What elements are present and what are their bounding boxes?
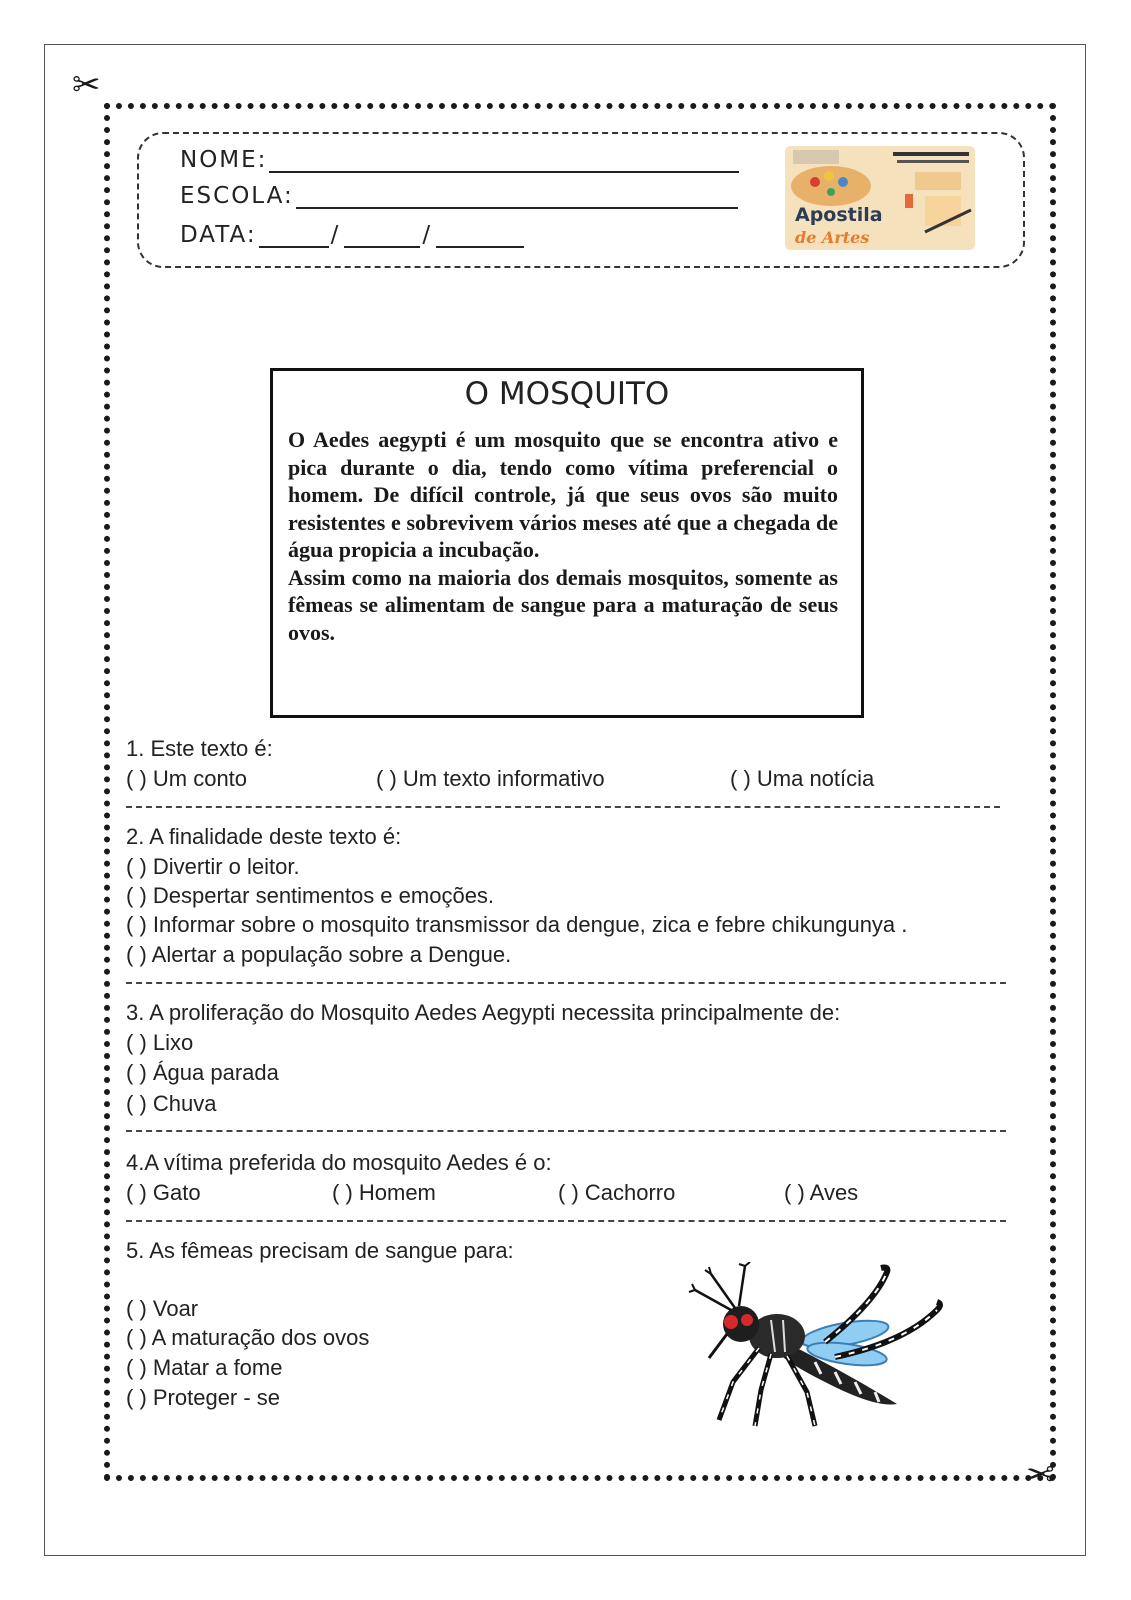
answer-option[interactable]: ( ) Proteger - se <box>126 1385 281 1410</box>
reading-paragraph: O Aedes aegypti é um mosquito que se encontra ativo e pica durante o dia, tendo como vítima preferencial o homem. De difícil controle, já que seus ovos são muito resistentes e sobrevivem vários meses até que a chegada de água propicia a incubação. <box>288 427 838 562</box>
reading-title: O MOSQUITO <box>464 376 670 412</box>
answer-option[interactable]: ( ) A maturação dos ovos <box>126 1325 370 1350</box>
name-label: NOME: <box>180 147 268 173</box>
reading-body <box>288 426 838 646</box>
scissors-icon: ✂ <box>72 65 101 105</box>
date-separator: / <box>422 222 433 248</box>
mosquito-illustration <box>675 1262 965 1432</box>
date-separator: / <box>330 222 341 248</box>
reading-paragraph: Assim como na maioria dos demais mosquitos, somente as fêmeas se alimentam de sangue para a maturação de seus ovos. <box>288 564 838 645</box>
question-prompt: 2. A finalidade deste texto é: <box>126 824 402 849</box>
answer-option[interactable]: ( ) Cachorro <box>558 1180 676 1205</box>
date-year-blank[interactable] <box>436 224 524 248</box>
answer-option[interactable]: ( ) Lixo <box>126 1030 194 1055</box>
logo-subtitle: de Artes <box>795 228 870 247</box>
section-divider <box>126 1220 1006 1222</box>
answer-option[interactable]: ( ) Voar <box>126 1296 199 1321</box>
answer-option[interactable]: ( ) Despertar sentimentos e emoções. <box>126 883 495 908</box>
answer-option[interactable]: ( ) Um conto <box>126 766 248 791</box>
date-day-blank[interactable] <box>259 224 329 248</box>
school-label: ESCOLA: <box>180 183 294 209</box>
date-month-blank[interactable] <box>344 224 420 248</box>
apostila-logo <box>785 146 975 250</box>
name-blank-line[interactable] <box>269 149 739 173</box>
logo-title: Apostila <box>795 204 883 226</box>
answer-option[interactable]: ( ) Informar sobre o mosquito transmissor da dengue, zica e febre chikungunya . <box>126 912 908 937</box>
name-field[interactable] <box>180 147 739 173</box>
question-prompt: 5. As fêmeas precisam de sangue para: <box>126 1238 514 1263</box>
option-row <box>126 1180 859 1206</box>
school-blank-line[interactable] <box>296 185 738 209</box>
answer-option[interactable]: ( ) Matar a fome <box>126 1355 283 1380</box>
section-divider <box>126 1130 1006 1132</box>
answer-option[interactable]: ( ) Chuva <box>126 1091 217 1116</box>
answer-option[interactable]: ( ) Alertar a população sobre a Dengue. <box>126 942 512 967</box>
section-divider <box>126 806 1000 808</box>
section-divider <box>126 982 1006 984</box>
school-field[interactable] <box>180 183 738 209</box>
date-field[interactable] <box>180 222 524 248</box>
answer-option[interactable]: ( ) Água parada <box>126 1060 279 1085</box>
answer-option[interactable]: ( ) Um texto informativo <box>376 766 605 791</box>
scissors-icon: ✂ <box>1026 1455 1055 1495</box>
question-prompt: 3. A proliferação do Mosquito Aedes Aegypti necessita principalmente de: <box>126 1000 841 1025</box>
answer-option[interactable]: ( ) Uma notícia <box>730 766 875 791</box>
question-prompt: 1. Este texto é: <box>126 736 273 761</box>
date-label: DATA: <box>180 222 257 248</box>
answer-option[interactable]: ( ) Gato <box>126 1180 201 1205</box>
answer-option[interactable]: ( ) Aves <box>784 1180 859 1205</box>
answer-option[interactable]: ( ) Divertir o leitor. <box>126 854 300 879</box>
answer-option[interactable]: ( ) Homem <box>332 1180 436 1205</box>
option-row <box>126 766 875 792</box>
question-prompt: 4.A vítima preferida do mosquito Aedes é o: <box>126 1150 552 1175</box>
